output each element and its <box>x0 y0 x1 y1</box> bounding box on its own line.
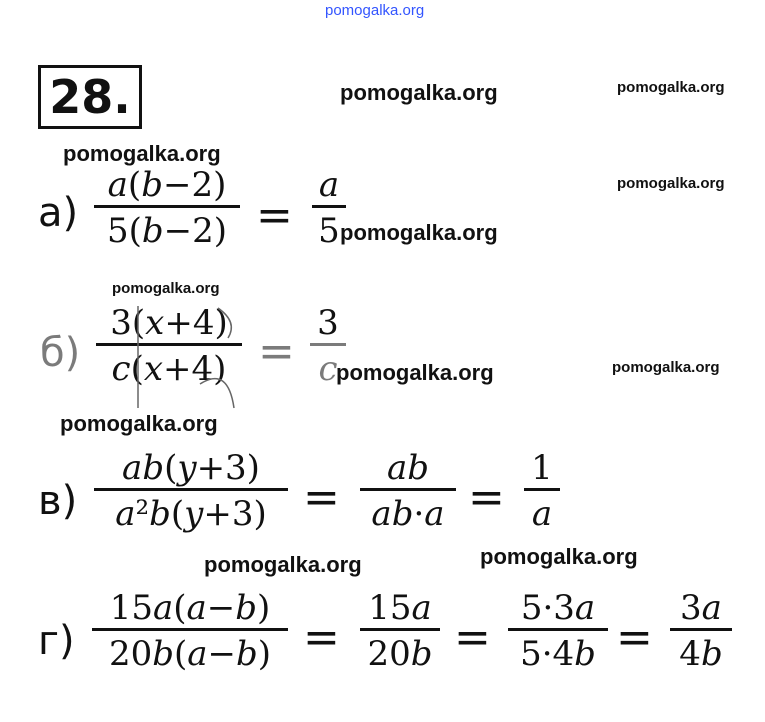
denominator: a²b(y+3) <box>94 488 288 537</box>
equals-sign: = <box>303 612 340 663</box>
watermark: pomogalka.org <box>617 79 725 96</box>
item-label-g: г) <box>38 618 75 664</box>
watermark: pomogalka.org <box>336 360 494 385</box>
equals-sign: = <box>468 472 505 523</box>
fraction-g-3 <box>508 588 608 677</box>
watermark: pomogalka.org <box>617 175 725 192</box>
numerator: ab(y+3) <box>122 448 260 488</box>
denominator: 5 <box>312 205 346 254</box>
denominator: 20b <box>360 628 440 677</box>
watermark: pomogalka.org <box>612 359 720 376</box>
numerator: 15a(a−b) <box>109 588 271 628</box>
fraction-g-1 <box>92 588 288 677</box>
problem-number-box <box>38 65 142 129</box>
numerator: 1 <box>531 448 553 488</box>
fraction-b-2 <box>310 303 346 392</box>
equals-sign: = <box>258 326 295 377</box>
fraction-g-4 <box>670 588 732 677</box>
denominator: c <box>310 343 346 392</box>
watermark: pomogalka.org <box>480 544 638 569</box>
item-label-a: а) <box>38 190 79 236</box>
fraction-v-3 <box>524 448 560 537</box>
problem-number: 28. <box>49 70 131 124</box>
equals-sign: = <box>303 472 340 523</box>
numerator: 15a <box>368 588 432 628</box>
watermark: pomogalka.org <box>340 80 498 105</box>
numerator: ab <box>386 448 430 488</box>
watermark: pomogalka.org <box>112 280 220 297</box>
numerator: 3a <box>680 588 722 628</box>
numerator: 3 <box>317 303 339 343</box>
denominator: a <box>524 488 560 537</box>
numerator: 5·3a <box>520 588 596 628</box>
cancel-arc <box>200 379 234 408</box>
cancel-strokes <box>130 298 250 414</box>
equals-sign: = <box>454 612 491 663</box>
fraction-a-1 <box>94 165 240 254</box>
denominator: 5(b−2) <box>94 205 240 254</box>
numerator: a(b−2) <box>107 165 227 205</box>
item-label-v: в) <box>38 478 78 524</box>
item-label-b: б) <box>40 330 81 376</box>
cancel-arc <box>218 308 231 338</box>
equals-sign: = <box>256 190 293 241</box>
watermark-top: pomogalka.org <box>325 2 425 19</box>
equals-sign: = <box>616 612 653 663</box>
denominator: 20b(a−b) <box>92 628 288 677</box>
denominator: c(x+4) <box>96 343 242 392</box>
numerator: 3(x+4) <box>110 303 228 343</box>
fraction-v-1 <box>94 448 288 537</box>
fraction-g-2 <box>360 588 440 677</box>
fraction-v-2 <box>360 448 456 537</box>
numerator: a <box>318 165 340 205</box>
denominator: 4b <box>670 628 732 677</box>
fraction-a-2 <box>312 165 346 254</box>
watermark: pomogalka.org <box>204 552 362 577</box>
watermark: pomogalka.org <box>63 141 221 166</box>
denominator: 5·4b <box>508 628 608 677</box>
denominator: ab·a <box>360 488 456 537</box>
watermark: pomogalka.org <box>340 220 498 245</box>
watermark: pomogalka.org <box>60 411 218 436</box>
